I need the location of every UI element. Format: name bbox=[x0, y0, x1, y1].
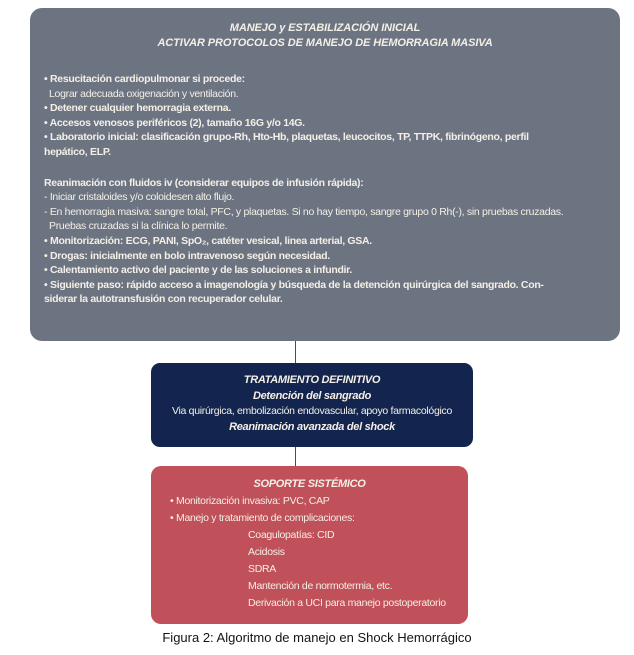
definitive-treatment-box bbox=[151, 363, 473, 447]
body-line: - En hemorragia masiva: sangre total, PFC, y plaquetas. Si no hay tiempo, sangre grupo 0 Rh(-), sin pruebas cruzadas. bbox=[44, 205, 564, 218]
systemic-subline: Derivación a UCI para manejo postoperatorio bbox=[248, 597, 446, 609]
body-line: • Siguiente paso: rápido acceso a imagenología y búsqueda de la detención quirúrgica del sangrado. Con- bbox=[44, 278, 544, 291]
body-line: • Resucitación cardiopulmonar si procede: bbox=[44, 73, 245, 85]
systemic-subline: Acidosis bbox=[248, 546, 285, 558]
body-line: • Laboratorio inicial: clasificación grupo-Rh, Hto-Hb, plaquetas, leucocitos, TP, TTPK, fibrinógeno, perfil bbox=[44, 131, 529, 144]
body-line: Lograr adecuada oxigenación y ventilación. bbox=[49, 87, 239, 100]
connector-line-bottom bbox=[295, 447, 296, 466]
body-line: • Drogas: inicialmente en bolo intravenoso según necesidad. bbox=[44, 249, 330, 262]
systemic-box-title: SOPORTE SISTÉMICO bbox=[253, 478, 366, 490]
body-line: siderar la autotransfusión con recuperador celular. bbox=[44, 293, 283, 306]
figure-caption: Figura 2: Algoritmo de manejo en Shock Hemorrágico bbox=[162, 630, 472, 645]
body-line: Pruebas cruzadas si la clínica lo permite. bbox=[49, 220, 228, 233]
body-line: • Calentamiento activo del paciente y de las soluciones a infundir. bbox=[44, 264, 353, 277]
initial-management-box bbox=[30, 8, 620, 341]
body-line: • Monitorización: ECG, PANI, SpO₂, catéter vesical, linea arterial, GSA. bbox=[44, 234, 372, 247]
initial-box-title bbox=[44, 21, 606, 51]
body-spacer bbox=[44, 160, 606, 176]
initial-box-title-line1: MANEJO y ESTABILIZACIÓN INICIAL bbox=[229, 22, 421, 34]
systemic-line: • Monitorización invasiva: PVC, CAP bbox=[170, 495, 330, 507]
systemic-line: • Manejo y tratamiento de complicaciones: bbox=[170, 512, 355, 524]
definitive-box-footer: Reanimación avanzada del shock bbox=[229, 420, 395, 433]
definitive-box-subtitle: Detención del sangrado bbox=[252, 389, 372, 402]
body-line: - Iniciar cristaloides y/o coloidesen alto flujo. bbox=[44, 191, 235, 204]
initial-box-body bbox=[44, 72, 606, 307]
definitive-box-title: TRATAMIENTO DEFINITIVO bbox=[243, 374, 381, 386]
body-line: • Accesos venosos periféricos (2), tamaño 16G y/o 14G. bbox=[44, 116, 305, 129]
systemic-subline: Mantención de normotermia, etc. bbox=[248, 580, 393, 592]
connector-line-top bbox=[295, 341, 296, 363]
systemic-subline: SDRA bbox=[248, 563, 276, 575]
systemic-support-box bbox=[151, 466, 468, 624]
body-line: hepático, ELP. bbox=[44, 145, 111, 158]
body-line: Reanimación con fluidos iv (considerar equipos de infusión rápida): bbox=[44, 176, 364, 189]
initial-box-title-line2: ACTIVAR PROTOCOLOS DE MANEJO DE HEMORRAGIA MASIVA bbox=[157, 37, 493, 49]
definitive-box-methods: Via quirúrgica, embolización endovascular, apoyo farmacológico bbox=[171, 405, 453, 417]
body-line: • Detener cualquier hemorragia externa. bbox=[44, 102, 231, 115]
systemic-subline: Coagulopatías: CID bbox=[248, 529, 335, 541]
